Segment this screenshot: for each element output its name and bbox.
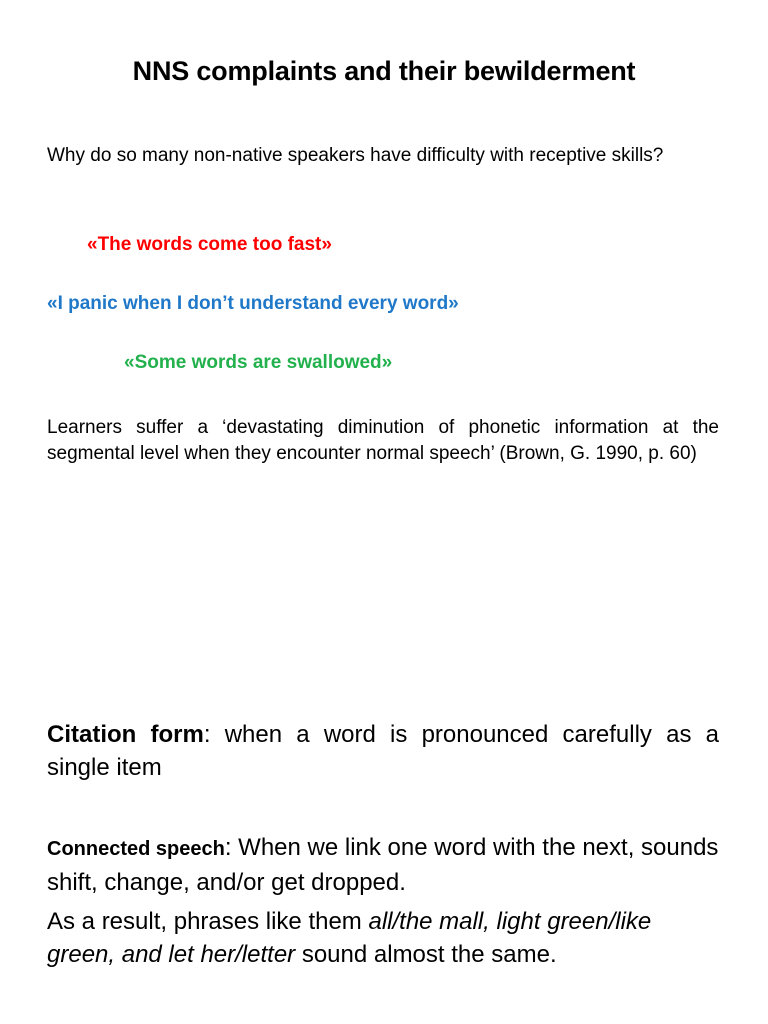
quote-panic-every-word: «I panic when I don’t understand every word» <box>47 293 459 314</box>
result-paragraph <box>47 905 719 971</box>
connected-speech-definition <box>47 831 719 899</box>
citation-form-text: : when a word is pronounced carefully as a single item <box>47 721 720 781</box>
result-examples: all/the mall, light green/like green, and let her/letter <box>47 908 652 968</box>
citation-form-term: Citation form <box>47 721 204 748</box>
result-lead-text: As a result, phrases like them <box>47 908 369 935</box>
quote-words-swallowed: «Some words are swallowed» <box>124 352 393 373</box>
page-title: NNS complaints and their bewilderment <box>132 56 636 86</box>
quote-words-too-fast: «The words come too fast» <box>87 234 332 255</box>
citation-form-definition <box>47 718 719 784</box>
connected-speech-text: : When we link one word with the next, sounds shift, change, and/or get dropped. <box>47 834 719 896</box>
learners-quote-paragraph: Learners suffer a ‘devastating diminution of phonetic information at the segmental level when they encounter normal speech’ (Brown, G. 1990, p. 60) <box>47 417 719 464</box>
connected-speech-term: Connected speech <box>47 838 225 860</box>
result-tail-text: sound almost the same. <box>295 941 557 968</box>
question-paragraph: Why do so many non-native speakers have difficulty with receptive skills? <box>47 145 664 166</box>
